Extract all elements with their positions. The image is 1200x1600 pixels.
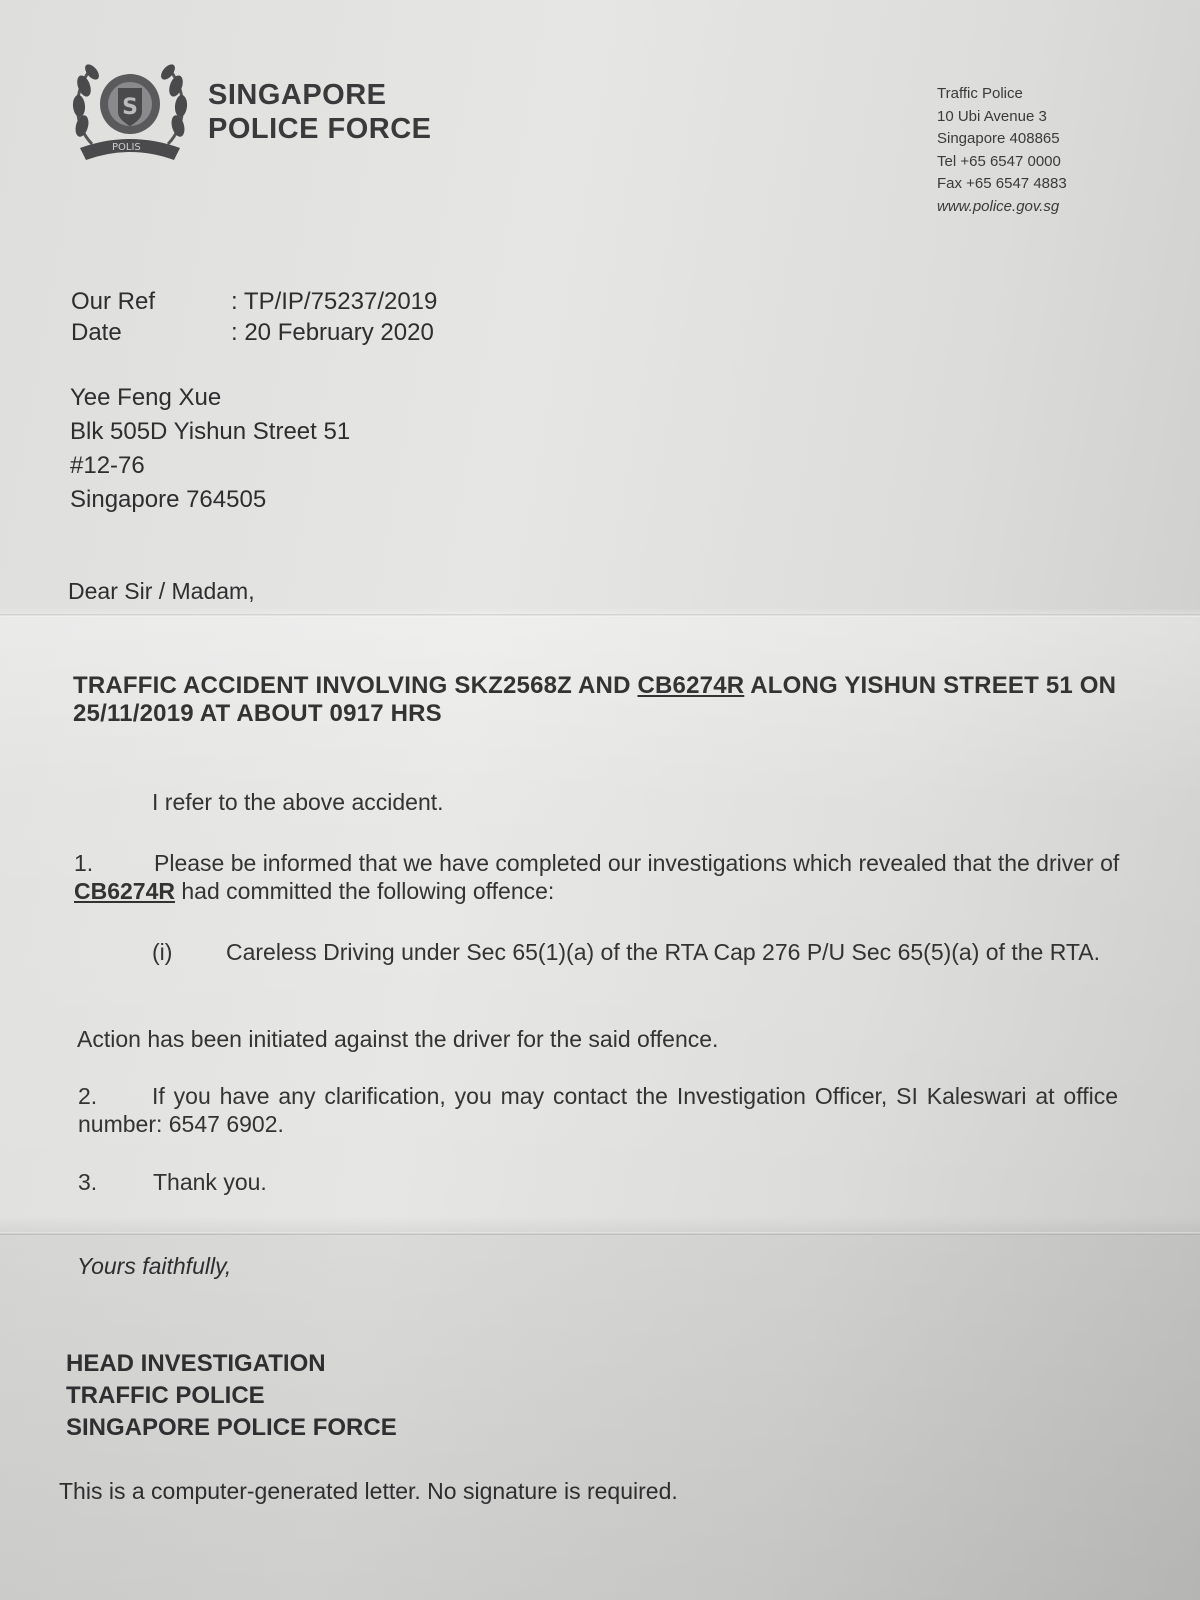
paragraph-1-text-b: had committed the following offence: [175, 878, 555, 904]
offence-item [152, 938, 1102, 966]
paragraph-2-text: If you have any clarification, you may contact the Investigation Officer, SI Kaleswari at office number: 6547 6902. [78, 1083, 1118, 1137]
sender-address [937, 83, 1067, 218]
logo-banner-text: POLIS [112, 142, 141, 153]
paragraph-2 [78, 1082, 1118, 1138]
paragraph-3-text: Thank you. [153, 1169, 267, 1195]
address-dept: Traffic Police [937, 85, 1023, 102]
org-name-line2: POLICE FORCE [208, 113, 432, 145]
closing: Yours faithfully, [77, 1253, 232, 1279]
paragraph-3 [78, 1168, 267, 1196]
ref-label: Our Ref [71, 288, 156, 315]
signature-line1: HEAD INVESTIGATION [66, 1350, 326, 1377]
paragraph-3-number: 3. [78, 1169, 98, 1195]
recipient-line3: Singapore 764505 [70, 486, 267, 513]
signature-line3: SINGAPORE POLICE FORCE [66, 1414, 397, 1441]
svg-text:S: S [122, 95, 138, 120]
address-street: 10 Ubi Avenue 3 [937, 107, 1047, 125]
ref-value: : TP/IP/75237/2019 [231, 288, 438, 315]
recipient-address [70, 381, 350, 517]
date-label: Date [71, 319, 122, 346]
recipient-line2: #12-76 [70, 452, 145, 479]
date-row [71, 317, 437, 348]
offence-number: (i) [152, 939, 173, 965]
address-website: www.police.gov.sg [937, 197, 1060, 215]
salutation: Dear Sir / Madam, [68, 578, 255, 604]
reference-block [71, 286, 437, 348]
fold-line-top [0, 614, 1200, 617]
signature-block [66, 1348, 397, 1444]
intro-paragraph: I refer to the above accident. [152, 789, 444, 815]
fold-line-bottom [0, 1232, 1200, 1235]
address-fax: Fax +65 6547 4883 [937, 175, 1067, 192]
subject-heading [73, 672, 1143, 728]
subject-vehicle: CB6274R [637, 672, 745, 699]
recipient-line1: Blk 505D Yishun Street 51 [70, 418, 351, 445]
date-value: : 20 February 2020 [231, 319, 434, 346]
paragraph-1-vehicle: CB6274R [74, 878, 175, 904]
subject-part1: TRAFFIC ACCIDENT INVOLVING SKZ2568Z AND [73, 672, 638, 699]
recipient-name: Yee Feng Xue [70, 384, 222, 411]
ref-row [71, 286, 437, 317]
paragraph-1-number: 1. [74, 850, 94, 876]
signature-line2: TRAFFIC POLICE [66, 1382, 265, 1409]
address-tel: Tel +65 6547 0000 [937, 152, 1061, 170]
org-name-line1: SINGAPORE [208, 79, 387, 111]
paragraph-1 [74, 849, 1134, 905]
paragraph-2-number: 2. [78, 1083, 98, 1109]
action-paragraph: Action has been initiated against the driver for the said offence. [77, 1026, 719, 1052]
offence-text: Careless Driving under Sec 65(1)(a) of the RTA Cap 276 P/U Sec 65(5)(a) of the RTA. [226, 939, 1100, 965]
subject-part2: ALONG YISHUN STREET 51 ON 25/11/2019 AT ABOUT 0917 HRS [73, 672, 1117, 727]
footer-note: This is a computer-generated letter. No signature is required. [59, 1478, 678, 1504]
paragraph-1-text-a: Please be informed that we have completed our investigations which revealed that the driver of [154, 850, 1120, 876]
organisation-name [208, 78, 432, 146]
address-city: Singapore 408865 [937, 130, 1060, 147]
